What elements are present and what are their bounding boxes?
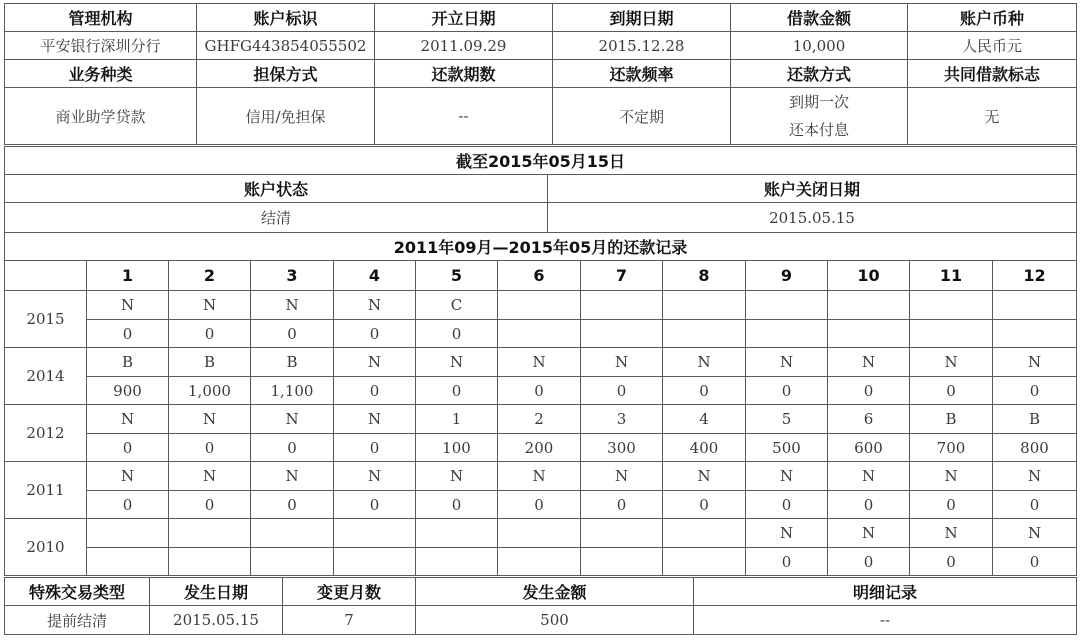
year-amount-row: [5, 320, 1077, 348]
amount-cell: [993, 320, 1077, 348]
loan-amount: 10,000: [731, 32, 908, 60]
month-header: 11: [910, 261, 993, 291]
account-status-table: [4, 146, 1077, 261]
status-cell: B: [910, 405, 993, 434]
account-value-row-2: [5, 88, 1077, 145]
amount-cell: 0: [87, 491, 169, 519]
status-cell: N: [334, 348, 416, 377]
amount-cell: 0: [87, 434, 169, 462]
header-detail-record: 明细记录: [694, 578, 1077, 606]
status-cell: N: [416, 348, 498, 377]
header-special-type: 特殊交易类型: [5, 578, 150, 606]
amount-cell: 500: [746, 434, 828, 462]
header-business-type: 业务种类: [5, 60, 197, 88]
status-cell: N: [746, 519, 828, 548]
status-cell: B: [87, 348, 169, 377]
account-close-date: 2015.05.15: [548, 203, 1077, 233]
status-cell: [169, 519, 251, 548]
amount-cell: 400: [663, 434, 746, 462]
status-cell: [663, 519, 746, 548]
amount-cell: 0: [828, 377, 910, 405]
amount-cell: 0: [251, 434, 334, 462]
year-amount-row: [5, 377, 1077, 405]
account-id: GHFG443854055502: [197, 32, 375, 60]
amount-cell: 100: [416, 434, 498, 462]
status-cell: N: [993, 348, 1077, 377]
year-label: 2012: [5, 405, 87, 462]
guarantee-type: 信用/免担保: [197, 88, 375, 145]
year-amount-row: [5, 434, 1077, 462]
month-header: 2: [169, 261, 251, 291]
status-cell: N: [87, 291, 169, 320]
account-info-table: [4, 3, 1077, 145]
account-value-row-1: [5, 32, 1077, 60]
amount-cell: 0: [663, 377, 746, 405]
amount-cell: 0: [334, 491, 416, 519]
amount-cell: 0: [498, 377, 581, 405]
detail-record: --: [694, 606, 1077, 635]
amount-cell: 0: [334, 377, 416, 405]
status-cell: 4: [663, 405, 746, 434]
status-cell: N: [663, 462, 746, 491]
amount-cell: 700: [910, 434, 993, 462]
status-cell: N: [581, 348, 663, 377]
year-amount-row: [5, 548, 1077, 576]
year-status-row: [5, 462, 1077, 491]
amount-cell: [251, 548, 334, 576]
header-repayment-method: 还款方式: [731, 60, 908, 88]
month-header: 6: [498, 261, 581, 291]
header-joint-borrowing-flag: 共同借款标志: [908, 60, 1077, 88]
header-change-months: 变更月数: [283, 578, 416, 606]
header-occur-amount: 发生金额: [416, 578, 694, 606]
repayment-years: [5, 291, 1077, 576]
amount-cell: [498, 320, 581, 348]
amount-cell: [169, 548, 251, 576]
month-header: 12: [993, 261, 1077, 291]
status-cell: N: [334, 291, 416, 320]
amount-cell: 0: [746, 548, 828, 576]
amount-cell: 0: [581, 377, 663, 405]
amount-cell: [581, 320, 663, 348]
special-value-row: [5, 606, 1077, 635]
currency: 人民币元: [908, 32, 1077, 60]
status-cell: N: [993, 462, 1077, 491]
status-cell: 6: [828, 405, 910, 434]
status-cell: B: [169, 348, 251, 377]
managing-institution: 平安银行深圳分行: [5, 32, 197, 60]
header-repayment-frequency: 还款频率: [553, 60, 731, 88]
year-status-row: [5, 519, 1077, 548]
header-currency: 账户币种: [908, 4, 1077, 32]
status-cell: [910, 291, 993, 320]
status-cell: [334, 519, 416, 548]
status-cell: B: [993, 405, 1077, 434]
status-header-row: [5, 175, 1077, 203]
header-managing-institution: 管理机构: [5, 4, 197, 32]
amount-cell: 0: [416, 377, 498, 405]
repayment-record-title: 2011年09月—2015年05月的还款记录: [5, 233, 1077, 261]
amount-cell: 0: [828, 548, 910, 576]
special-type: 提前结清: [5, 606, 150, 635]
amount-cell: 0: [910, 377, 993, 405]
status-cell: B: [251, 348, 334, 377]
status-cell: N: [910, 348, 993, 377]
status-cell: N: [828, 348, 910, 377]
status-cell: [498, 519, 581, 548]
amount-cell: 300: [581, 434, 663, 462]
status-cell: N: [416, 462, 498, 491]
amount-cell: [746, 320, 828, 348]
amount-cell: 0: [663, 491, 746, 519]
repayment-method: [731, 88, 908, 145]
amount-cell: 0: [334, 434, 416, 462]
month-header: 1: [87, 261, 169, 291]
repayment-title-row: [5, 233, 1077, 261]
occur-date: 2015.05.15: [150, 606, 283, 635]
amount-cell: [910, 320, 993, 348]
status-cell: [663, 291, 746, 320]
amount-cell: 0: [993, 377, 1077, 405]
as-of-date: 截至2015年05月15日: [5, 147, 1077, 175]
year-label: 2015: [5, 291, 87, 348]
month-header: 3: [251, 261, 334, 291]
due-date: 2015.12.28: [553, 32, 731, 60]
repayment-method-line-1: 到期一次: [788, 93, 849, 111]
business-type: 商业助学贷款: [5, 88, 197, 145]
month-header-row: [5, 261, 1077, 291]
status-cell: N: [334, 462, 416, 491]
status-cell: N: [746, 348, 828, 377]
header-account-close-date: 账户关闭日期: [548, 175, 1077, 203]
month-header: 4: [334, 261, 416, 291]
year-label: 2011: [5, 462, 87, 519]
repayment-method-line-2: 还本付息: [788, 121, 849, 139]
amount-cell: 0: [828, 491, 910, 519]
year-label: 2010: [5, 519, 87, 576]
amount-cell: [334, 548, 416, 576]
year-amount-row: [5, 491, 1077, 519]
status-cell: 2: [498, 405, 581, 434]
amount-cell: 0: [169, 434, 251, 462]
account-header-row-1: [5, 4, 1077, 32]
year-status-row: [5, 291, 1077, 320]
status-cell: [498, 291, 581, 320]
amount-cell: 800: [993, 434, 1077, 462]
status-cell: N: [251, 462, 334, 491]
status-cell: [416, 519, 498, 548]
account-header-row-2: [5, 60, 1077, 88]
amount-cell: 0: [910, 491, 993, 519]
year-status-row: [5, 405, 1077, 434]
amount-cell: 0: [498, 491, 581, 519]
amount-cell: 0: [169, 320, 251, 348]
status-cell: N: [498, 348, 581, 377]
status-cell: N: [828, 519, 910, 548]
amount-cell: [498, 548, 581, 576]
amount-cell: 0: [993, 491, 1077, 519]
status-cell: C: [416, 291, 498, 320]
status-cell: 1: [416, 405, 498, 434]
status-cell: [993, 291, 1077, 320]
amount-cell: [663, 320, 746, 348]
status-cell: [746, 291, 828, 320]
header-occur-date: 发生日期: [150, 578, 283, 606]
status-cell: [251, 519, 334, 548]
as-of-row: [5, 147, 1077, 175]
joint-borrowing-flag: 无: [908, 88, 1077, 145]
amount-cell: 0: [169, 491, 251, 519]
status-cell: N: [910, 519, 993, 548]
amount-cell: 0: [251, 491, 334, 519]
status-cell: 5: [746, 405, 828, 434]
amount-cell: 1,000: [169, 377, 251, 405]
repayment-frequency: 不定期: [553, 88, 731, 145]
amount-cell: [416, 548, 498, 576]
amount-cell: 0: [87, 320, 169, 348]
special-header-row: [5, 578, 1077, 606]
amount-cell: [581, 548, 663, 576]
status-cell: N: [169, 462, 251, 491]
occur-amount: 500: [416, 606, 694, 635]
header-account-id: 账户标识: [197, 4, 375, 32]
header-loan-amount: 借款金额: [731, 4, 908, 32]
amount-cell: 0: [581, 491, 663, 519]
header-guarantee-type: 担保方式: [197, 60, 375, 88]
year-header-blank: [5, 261, 87, 291]
status-cell: N: [498, 462, 581, 491]
header-account-status: 账户状态: [5, 175, 548, 203]
status-cell: N: [87, 462, 169, 491]
amount-cell: 0: [746, 377, 828, 405]
repayment-periods: --: [375, 88, 553, 145]
year-label: 2014: [5, 348, 87, 405]
amount-cell: 900: [87, 377, 169, 405]
change-months: 7: [283, 606, 416, 635]
status-cell: [581, 291, 663, 320]
status-cell: N: [169, 291, 251, 320]
amount-cell: 0: [251, 320, 334, 348]
header-due-date: 到期日期: [553, 4, 731, 32]
status-value-row: [5, 203, 1077, 233]
amount-cell: 0: [416, 320, 498, 348]
amount-cell: 200: [498, 434, 581, 462]
month-header: 9: [746, 261, 828, 291]
open-date: 2011.09.29: [375, 32, 553, 60]
month-header: 10: [828, 261, 910, 291]
status-cell: N: [251, 291, 334, 320]
amount-cell: [663, 548, 746, 576]
amount-cell: 0: [334, 320, 416, 348]
status-cell: [87, 519, 169, 548]
year-status-row: [5, 348, 1077, 377]
status-cell: N: [663, 348, 746, 377]
amount-cell: 600: [828, 434, 910, 462]
status-cell: N: [993, 519, 1077, 548]
header-repayment-periods: 还款期数: [375, 60, 553, 88]
amount-cell: 0: [910, 548, 993, 576]
amount-cell: [828, 320, 910, 348]
status-cell: N: [251, 405, 334, 434]
month-header: 8: [663, 261, 746, 291]
status-cell: N: [169, 405, 251, 434]
month-header: 7: [581, 261, 663, 291]
status-cell: 3: [581, 405, 663, 434]
special-transaction-table: [4, 577, 1077, 635]
status-cell: N: [746, 462, 828, 491]
status-cell: [581, 519, 663, 548]
month-header: 5: [416, 261, 498, 291]
amount-cell: 0: [416, 491, 498, 519]
status-cell: N: [581, 462, 663, 491]
status-cell: [828, 291, 910, 320]
status-cell: N: [828, 462, 910, 491]
header-open-date: 开立日期: [375, 4, 553, 32]
account-status: 结清: [5, 203, 548, 233]
status-cell: N: [910, 462, 993, 491]
amount-cell: 0: [993, 548, 1077, 576]
amount-cell: 1,100: [251, 377, 334, 405]
amount-cell: 0: [746, 491, 828, 519]
amount-cell: [87, 548, 169, 576]
repayment-record-table: [4, 260, 1077, 576]
status-cell: N: [87, 405, 169, 434]
status-cell: N: [334, 405, 416, 434]
